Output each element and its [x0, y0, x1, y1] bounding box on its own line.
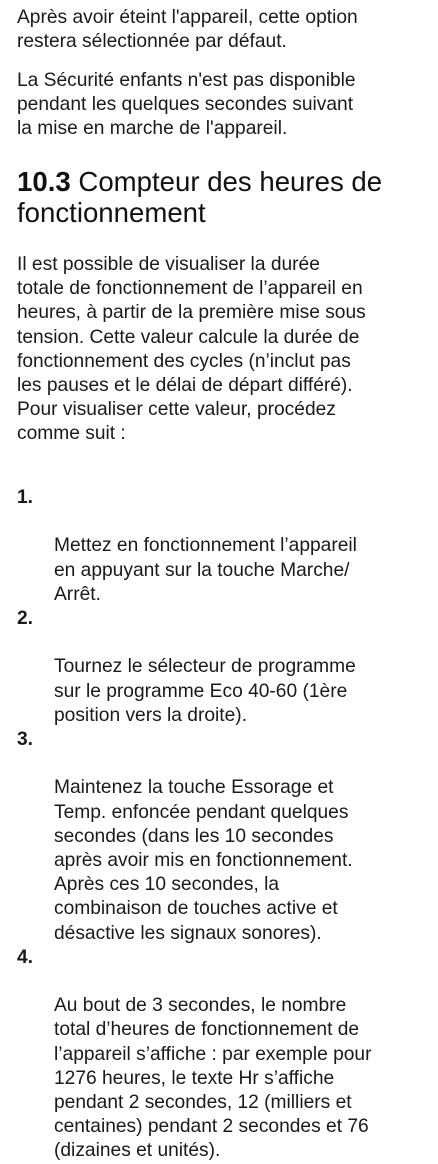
step-item	[17, 946, 429, 1164]
section-description: Il est possible de visualiser la durée totale de fonctionnement de l’appareil en heures, à partir de la première mise sous tension. Cette valeur calcule la durée de fonctionnement des cycles (n’inclut pas les pauses et le délai de départ différé). Pour visualiser cette valeur, procédez comme suit :	[17, 254, 366, 445]
intro-paragraph-default-option: Après avoir éteint l'appareil, cette option restera sélectionnée par défaut.	[17, 7, 358, 53]
step-number: 4.	[17, 946, 34, 968]
step-number: 3.	[17, 729, 34, 751]
step-item	[17, 607, 429, 728]
step-number: 2.	[17, 608, 34, 630]
step-text: Mettez en fonctionnement l’appareil en appuyant sur la touche Marche/ Arrêt.	[54, 535, 357, 605]
intro-paragraph-child-lock: La Sécurité enfants n'est pas disponible pendant les quelques secondes suivant la mise en marche de l'appareil.	[17, 70, 356, 140]
step-text: Maintenez la touche Essorage et Temp. enfoncée pendant quelques secondes (dans les 10 secondes après avoir mis en fonctionnement. Après ces 10 secondes, la combinaison de touches active et désactive les signaux sonores).	[54, 777, 353, 944]
step-text: Tournez le sélecteur de programme sur le programme Eco 40-60 (1ère position vers la droite).	[54, 656, 356, 726]
step-item	[17, 486, 429, 607]
step-item	[17, 728, 429, 946]
section-number: 10.3	[17, 166, 71, 197]
section-heading	[17, 166, 427, 228]
step-number: 1.	[17, 487, 34, 508]
steps-list	[17, 486, 429, 1164]
step-text: Au bout de 3 secondes, le nombre total d’heures de fonctionnement de l’appareil s’affiche : par exemple pour 1276 heures, le texte Hr s’affiche pendant 2 secondes, 12 (milliers et centaines) pendant 2 secondes et 76 (dizaines et unités).	[54, 995, 372, 1162]
section-title: Compteur des heures de fonctionnement	[17, 166, 383, 228]
